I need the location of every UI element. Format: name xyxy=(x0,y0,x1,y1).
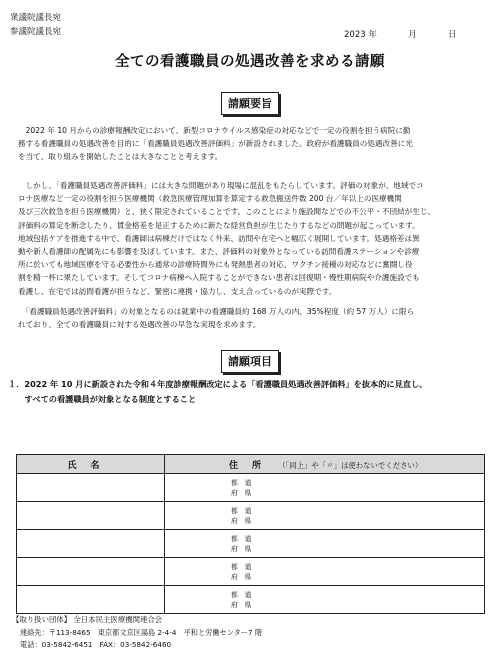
section-heading-items: 請願項目 xyxy=(221,350,279,373)
date-month: 月 xyxy=(408,30,417,40)
paragraph-line: 所に於いても地域医療を守る必要性から通常の診療時間外にも発熱患者の対応、ワクチン接種の対応などに奮闘し役 xyxy=(18,260,413,270)
summary-paragraph-3 xyxy=(18,305,486,331)
item-line: すべての看護職員が対象となる制度とすること xyxy=(8,394,197,404)
paragraph-line: ロナ医療など一定の役割を担う医療機関（救急医療管理加算を算定する救急搬送件数 200 台／年以上の医療機関 xyxy=(18,194,402,204)
name-cell[interactable] xyxy=(17,558,165,586)
paragraph-line: 「看護職員処遇改善評価料」の対象となるのは就業中の看護職員約 168 万人の内、35%程度（約 57 万人）に限ら xyxy=(18,307,415,316)
summary-paragraph-2 xyxy=(18,179,486,298)
prefecture-label-line: 都 道 xyxy=(231,590,252,599)
addressee-upper-house: 参議院議長宛 xyxy=(10,27,62,37)
prefecture-label-line: 都 道 xyxy=(231,534,252,543)
signature-row xyxy=(17,558,485,586)
contact-address: 連絡先：〒113-8465 東京都文京区湯島 2-4-4 平和と労働センター7 階 xyxy=(20,628,263,637)
column-header-name: 氏名 xyxy=(17,455,165,474)
paragraph-line: 割を精一杯に果たしています。そしてコロナ病棟へ入院することができない患者は回復期・慢性期病院や介護施設でも xyxy=(18,273,420,283)
paragraph-line: 評価料の算定を断念したり、賃金格差を是正するために新たな経営負担が生じたりするなどの問題が起こっています。 xyxy=(18,220,420,230)
paragraph-line: 地域包括ケアを推進する中で、看護師は病棟だけではなく外来、訪問や在宅へと幅広く展開しています。処遇格差は異 xyxy=(18,233,420,243)
prefecture-label-line: 府 県 xyxy=(231,488,252,497)
name-cell[interactable] xyxy=(17,502,165,530)
section-heading-summary: 請願要旨 xyxy=(221,92,279,115)
signature-row xyxy=(17,530,485,558)
name-cell[interactable] xyxy=(17,586,165,614)
date-day: 日 xyxy=(448,30,457,40)
signature-table xyxy=(16,454,485,614)
prefecture-label xyxy=(165,562,484,582)
prefecture-label-line: 府 県 xyxy=(231,516,252,525)
prefecture-label xyxy=(165,590,484,610)
prefecture-label-line: 都 道 xyxy=(231,506,252,515)
signature-table-header xyxy=(17,455,485,474)
contact-phone-fax: 電話：03-5842-6451 FAX：03-5842-6460 xyxy=(20,640,172,649)
name-cell[interactable] xyxy=(17,474,165,502)
summary-paragraph-1 xyxy=(18,124,486,164)
address-cell[interactable] xyxy=(165,502,485,530)
address-cell[interactable] xyxy=(165,530,485,558)
prefecture-label-line: 府 県 xyxy=(231,600,252,609)
petition-title: 全ての看護職員の処遇改善を求める請願 xyxy=(115,54,385,70)
prefecture-label-line: 府 県 xyxy=(231,544,252,553)
paragraph-line: 及び三次救急を担う医療機関）と、狭く限定されていることです。このことにより施設間などでの不公平・不団結が生じ、 xyxy=(18,207,436,217)
item-line: １．2022 年 10 月に新設された令和４年度診療報酬改定による「看護職員処遇改善評価料」を抜本的に見直し、 xyxy=(8,379,428,389)
date-year: 2023 年 xyxy=(344,30,377,40)
paragraph-line: れており、全ての看護職員に対する処遇改善の早急な実現を求めます。 xyxy=(18,320,261,330)
signature-row xyxy=(17,586,485,614)
signature-row xyxy=(17,502,485,530)
column-header-address-note: （「同上」や「〃」は使わないでください） xyxy=(278,460,423,470)
prefecture-label xyxy=(165,534,484,554)
prefecture-label-line: 府 県 xyxy=(231,572,252,581)
addressee-lower-house: 衆議院議長宛 xyxy=(10,13,62,23)
prefecture-label xyxy=(165,506,484,526)
paragraph-line: 看護し、在宅では訪問看護が担うなど、緊密に連携・協力し、支え合っているのが実際です。 xyxy=(18,286,337,296)
address-cell[interactable] xyxy=(165,474,485,502)
paragraph-line: を当て、取り組みを開始したことは大きなことと考えます。 xyxy=(18,152,223,162)
paragraph-line: 2022 年 10 月からの診療報酬改定において、新型コロナウイルス感染症の対応などで一定の役割を担う病院に勤 xyxy=(18,126,411,135)
paragraph-line: 務する看護職員の処遇改善を目的に「看護職員処遇改善評価料」が新設されました。政府が看護職員の処遇改善に光 xyxy=(18,139,413,149)
prefecture-label xyxy=(165,478,484,498)
paragraph-line: 動や新人看護師の配属先にも影響を及ぼしています。また、評価料の対象外となっている訪問看護ステーションや診療 xyxy=(18,247,420,257)
date-line xyxy=(344,28,457,40)
petition-item-1 xyxy=(8,377,492,407)
signature-row xyxy=(17,474,485,502)
prefecture-label-line: 都 道 xyxy=(231,562,252,571)
paragraph-line: しかし、「看護職員処遇改善評価料」には大きな問題があり現場に混乱をもたらしています。評価の対象が、地域でコ xyxy=(18,181,424,190)
address-cell[interactable] xyxy=(165,558,485,586)
prefecture-label-line: 都 道 xyxy=(231,478,252,487)
column-header-address xyxy=(165,455,485,474)
column-header-address-label: 住所 xyxy=(229,460,276,471)
name-cell[interactable] xyxy=(17,530,165,558)
handling-organization: 【取り扱い団体】 全日本民主医療機関連合会 xyxy=(12,615,163,624)
address-cell[interactable] xyxy=(165,586,485,614)
